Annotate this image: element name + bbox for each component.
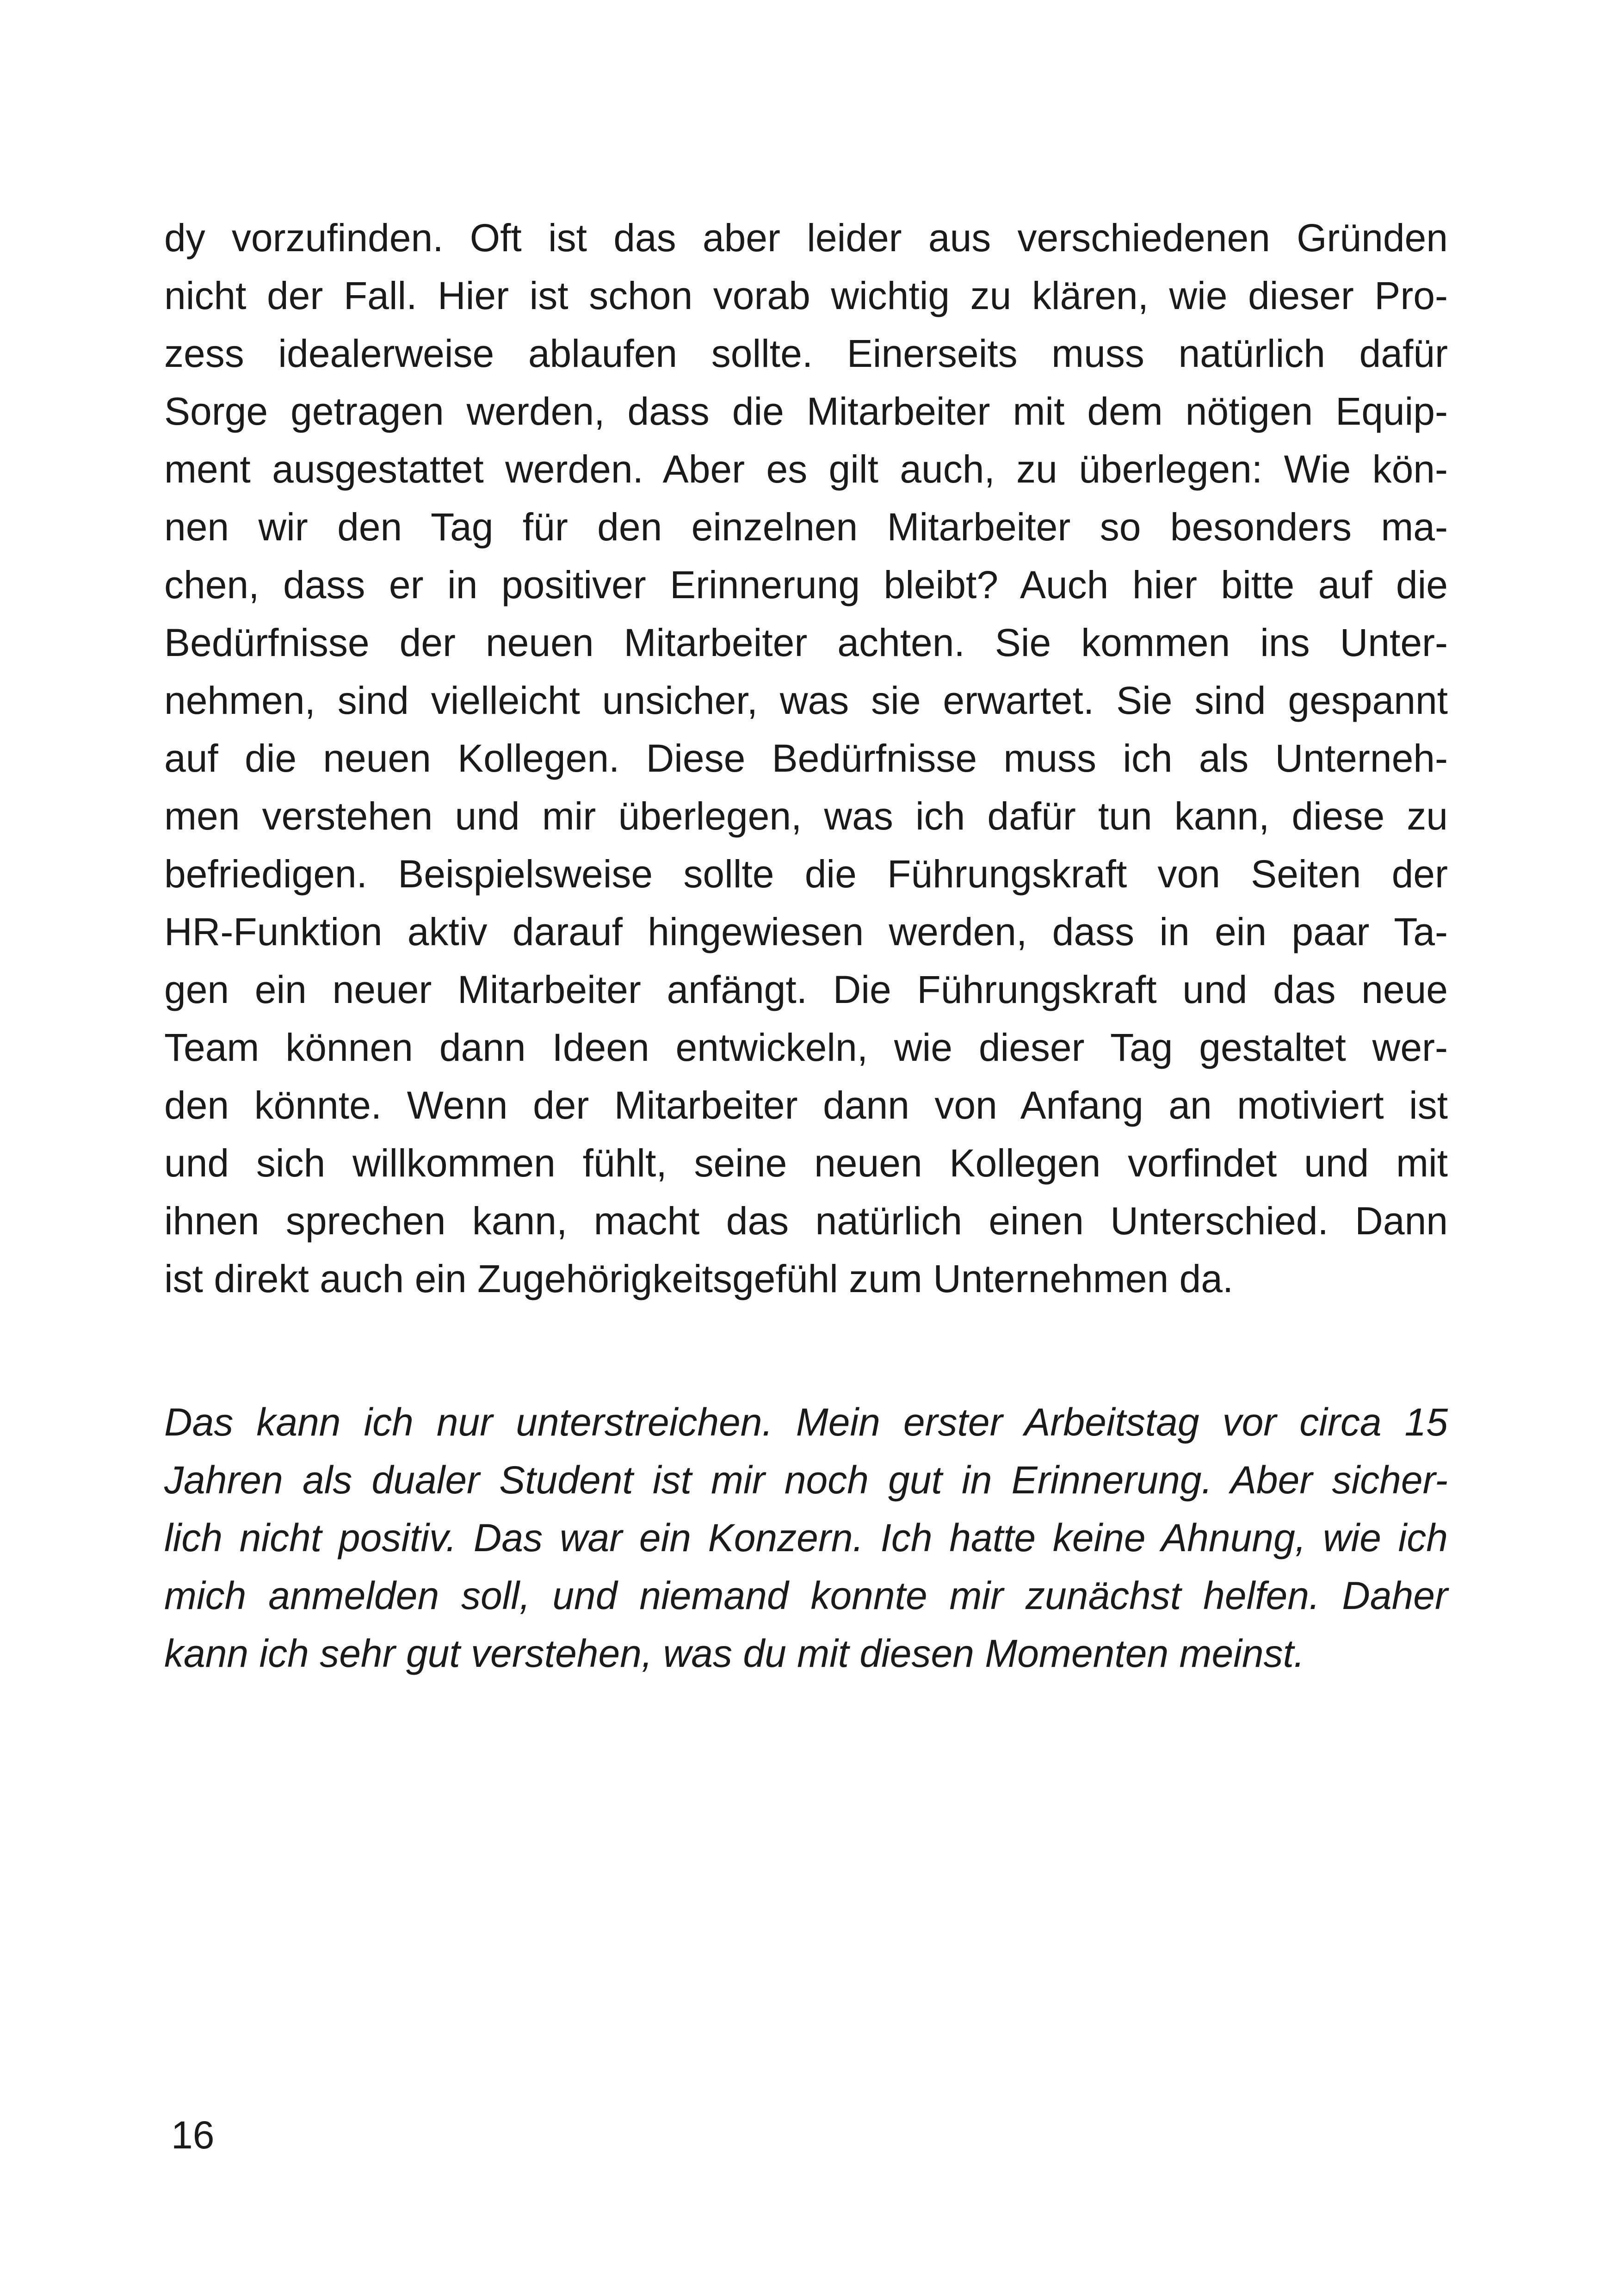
page-number: 16 — [171, 2113, 215, 2157]
body-line: auf die neuen Kollegen. Diese Bedürfnisse muss ich als Unterneh- — [164, 736, 1448, 780]
quote-line: lich nicht positiv. Das war ein Konzern. Ich hatte keine Ahnung, wie ich — [164, 1516, 1448, 1560]
body-line: ihnen sprechen kann, macht das natürlich einen Unterschied. Dann — [164, 1199, 1448, 1243]
quote-line: Jahren als dualer Student ist mir noch gut in Erinnerung. Aber sicher- — [164, 1458, 1448, 1502]
body-line: HR-Funktion aktiv darauf hingewiesen werden, dass in ein paar Ta- — [164, 910, 1448, 953]
body-line: ist direkt auch ein Zugehörigkeitsgefühl zum Unternehmen da. — [164, 1257, 1234, 1300]
body-line: den könnte. Wenn der Mitarbeiter dann von Anfang an motiviert ist — [164, 1083, 1448, 1127]
body-line: chen, dass er in positiver Erinnerung bleibt? Auch hier bitte auf die — [164, 563, 1448, 606]
body-line: gen ein neuer Mitarbeiter anfängt. Die Führungskraft und das neue — [164, 968, 1448, 1011]
body-line: zess idealerweise ablaufen sollte. Einerseits muss natürlich dafür — [164, 332, 1448, 375]
body-paragraph — [164, 209, 1448, 1308]
body-line: nehmen, sind vielleicht unsicher, was sie erwartet. Sie sind gespannt — [164, 679, 1448, 722]
body-line: dy vorzufinden. Oft ist das aber leider aus verschiedenen Gründen — [164, 216, 1448, 260]
body-line: ment ausgestattet werden. Aber es gilt auch, zu überlegen: Wie kön- — [164, 447, 1448, 491]
italic-quote-paragraph — [164, 1393, 1448, 1683]
body-line: befriedigen. Beispielsweise sollte die Führungskraft von Seiten der — [164, 852, 1448, 896]
body-line: nen wir den Tag für den einzelnen Mitarbeiter so besonders ma- — [164, 505, 1448, 549]
quote-line: kann ich sehr gut verstehen, was du mit diesen Momenten meinst. — [164, 1632, 1305, 1675]
body-line: nicht der Fall. Hier ist schon vorab wichtig zu klären, wie dieser Pro- — [164, 274, 1448, 317]
body-line: Sorge getragen werden, dass die Mitarbeiter mit dem nötigen Equip- — [164, 390, 1448, 433]
body-line: Team können dann Ideen entwickeln, wie dieser Tag gestaltet wer- — [164, 1026, 1448, 1069]
quote-line: Das kann ich nur unterstreichen. Mein erster Arbeitstag vor circa 15 — [164, 1400, 1448, 1444]
body-line: und sich willkommen fühlt, seine neuen Kollegen vorfindet und mit — [164, 1141, 1448, 1185]
quote-line: mich anmelden soll, und niemand konnte mir zunächst helfen. Daher — [164, 1574, 1448, 1617]
body-line: Bedürfnisse der neuen Mitarbeiter achten. Sie kommen ins Unter- — [164, 621, 1448, 664]
body-line: men verstehen und mir überlegen, was ich dafür tun kann, diese zu — [164, 794, 1448, 838]
